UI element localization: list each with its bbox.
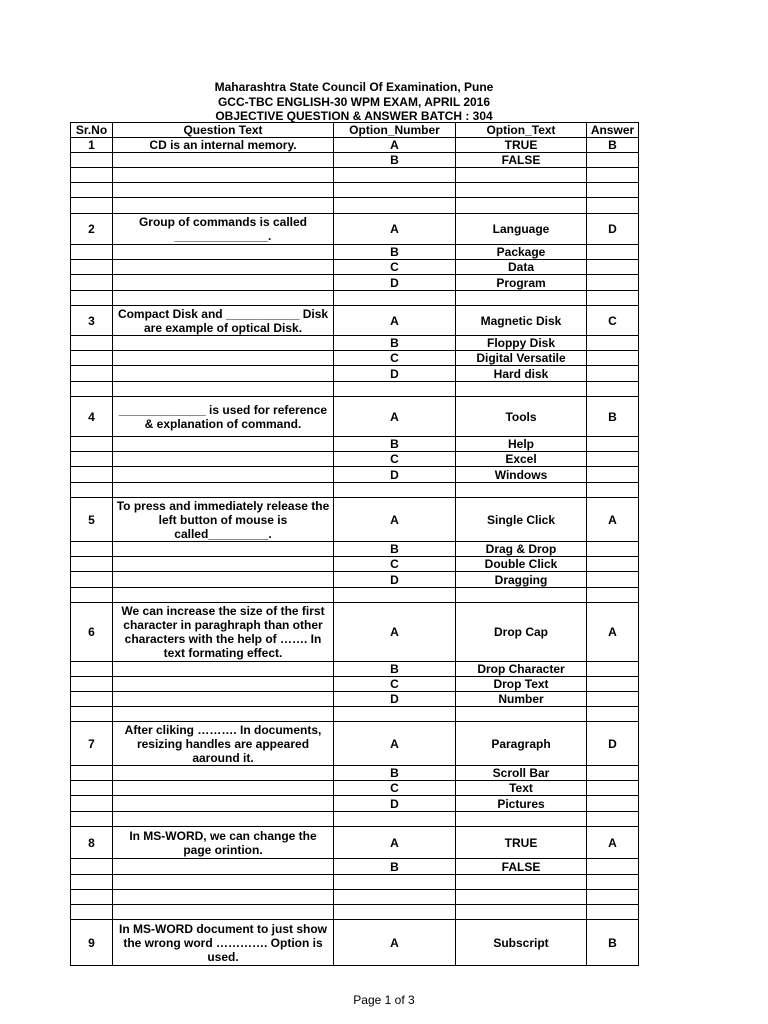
table-row	[71, 452, 639, 467]
table-row	[71, 336, 639, 351]
answer: D	[587, 722, 639, 766]
table-row	[71, 437, 639, 452]
option-number: B	[334, 859, 456, 875]
table-row	[71, 557, 639, 572]
option-text: Tools	[456, 397, 587, 437]
question-text: CD is an internal memory.	[113, 138, 334, 153]
table-row	[71, 397, 639, 437]
option-text: Data	[456, 260, 587, 275]
option-number: D	[334, 366, 456, 382]
document-header	[70, 80, 638, 124]
table-row	[71, 796, 639, 812]
answer: A	[587, 498, 639, 542]
option-number: B	[334, 542, 456, 557]
table-row	[71, 467, 639, 483]
option-number: D	[334, 796, 456, 812]
option-number: B	[334, 245, 456, 260]
option-text: Single Click	[456, 498, 587, 542]
option-text: FALSE	[456, 153, 587, 168]
option-number: A	[334, 306, 456, 336]
answer: A	[587, 603, 639, 662]
answer: A	[587, 827, 639, 859]
option-text: Drag & Drop	[456, 542, 587, 557]
option-text: Digital Versatile	[456, 351, 587, 366]
option-number: A	[334, 138, 456, 153]
col-question-text: Question Text	[113, 123, 334, 138]
option-text: Excel	[456, 452, 587, 467]
question-text: To press and immediately release the left button of mouse is called_________.	[113, 498, 334, 542]
sr-no: 6	[71, 603, 113, 662]
option-number: D	[334, 467, 456, 483]
page-number: Page 1 of 3	[353, 993, 415, 1007]
table-row	[71, 722, 639, 766]
answer: B	[587, 920, 639, 966]
option-number: C	[334, 677, 456, 692]
option-number: B	[334, 437, 456, 452]
option-number: C	[334, 260, 456, 275]
table-row	[71, 781, 639, 796]
option-text: TRUE	[456, 138, 587, 153]
option-number: A	[334, 827, 456, 859]
table-row	[71, 366, 639, 382]
option-number: B	[334, 766, 456, 781]
table-row	[71, 153, 639, 168]
option-number: C	[334, 557, 456, 572]
option-text: FALSE	[456, 859, 587, 875]
question-text: We can increase the size of the first character in paraghraph than other characters with the help of ……. In text formating effect.	[113, 603, 334, 662]
col-sr-no: Sr.No	[71, 123, 113, 138]
answer: C	[587, 306, 639, 336]
option-text: Help	[456, 437, 587, 452]
option-number: A	[334, 920, 456, 966]
option-number: C	[334, 452, 456, 467]
option-number: B	[334, 336, 456, 351]
question-answer-table	[70, 122, 639, 966]
sr-no: 4	[71, 397, 113, 437]
option-text: Drop Text	[456, 677, 587, 692]
option-text: Windows	[456, 467, 587, 483]
option-number: A	[334, 498, 456, 542]
option-text: Hard disk	[456, 366, 587, 382]
table-row	[71, 498, 639, 542]
table-row	[71, 351, 639, 366]
option-text: Dragging	[456, 572, 587, 588]
option-number: B	[334, 153, 456, 168]
option-text: Text	[456, 781, 587, 796]
answer: B	[587, 397, 639, 437]
table-row	[71, 138, 639, 153]
col-answer: Answer	[587, 123, 639, 138]
table-row	[71, 692, 639, 707]
sr-no: 5	[71, 498, 113, 542]
option-text: TRUE	[456, 827, 587, 859]
question-text: After cliking ………. In documents, resizing handles are appeared aaround it.	[113, 722, 334, 766]
option-number: B	[334, 662, 456, 677]
option-text: Paragraph	[456, 722, 587, 766]
table-row	[71, 603, 639, 662]
answer: B	[587, 138, 639, 153]
option-number: A	[334, 722, 456, 766]
question-text: Compact Disk and ___________ Disk are example of optical Disk.	[113, 306, 334, 336]
option-text: Drop Character	[456, 662, 587, 677]
question-text: In MS-WORD, we can change the page orintion.	[113, 827, 334, 859]
col-option-number: Option_Number	[334, 123, 456, 138]
table-row	[71, 245, 639, 260]
option-text: Subscript	[456, 920, 587, 966]
table-row	[71, 572, 639, 588]
sr-no: 7	[71, 722, 113, 766]
option-text: Scroll Bar	[456, 766, 587, 781]
table-row	[71, 306, 639, 336]
option-text: Magnetic Disk	[456, 306, 587, 336]
table-row	[71, 859, 639, 875]
option-text: Double Click	[456, 557, 587, 572]
option-text: Package	[456, 245, 587, 260]
col-option-text: Option_Text	[456, 123, 587, 138]
table-row	[71, 766, 639, 781]
sr-no: 3	[71, 306, 113, 336]
option-number: D	[334, 572, 456, 588]
option-number: C	[334, 351, 456, 366]
table-row	[71, 542, 639, 557]
question-text: _____________ is used for reference & explanation of command.	[113, 397, 334, 437]
table-row	[71, 260, 639, 275]
option-number: D	[334, 692, 456, 707]
option-text: Pictures	[456, 796, 587, 812]
council-title: Maharashtra State Council Of Examination, Pune	[214, 80, 494, 94]
sr-no: 9	[71, 920, 113, 966]
option-number: C	[334, 781, 456, 796]
exam-title: GCC-TBC ENGLISH-30 WPM EXAM, APRIL 2016	[217, 94, 491, 109]
sr-no: 2	[71, 214, 113, 245]
table-row	[71, 214, 639, 245]
table-row	[71, 920, 639, 966]
table-row	[71, 662, 639, 677]
table-row	[71, 827, 639, 859]
table-row	[71, 275, 639, 291]
batch-title: OBJECTIVE QUESTION & ANSWER BATCH : 304	[215, 109, 493, 123]
option-text: Floppy Disk	[456, 336, 587, 351]
option-text: Program	[456, 275, 587, 291]
table-header-row	[71, 123, 639, 138]
option-number: A	[334, 603, 456, 662]
table-row	[71, 677, 639, 692]
answer: D	[587, 214, 639, 245]
question-text: In MS-WORD document to just show the wrong word …………. Option is used.	[113, 920, 334, 966]
option-number: A	[334, 214, 456, 245]
option-text: Drop Cap	[456, 603, 587, 662]
sr-no: 1	[71, 138, 113, 153]
sr-no: 8	[71, 827, 113, 859]
option-number: D	[334, 275, 456, 291]
option-number: A	[334, 397, 456, 437]
question-text: Group of commands is called ______________.	[113, 214, 334, 245]
option-text: Language	[456, 214, 587, 245]
option-text: Number	[456, 692, 587, 707]
